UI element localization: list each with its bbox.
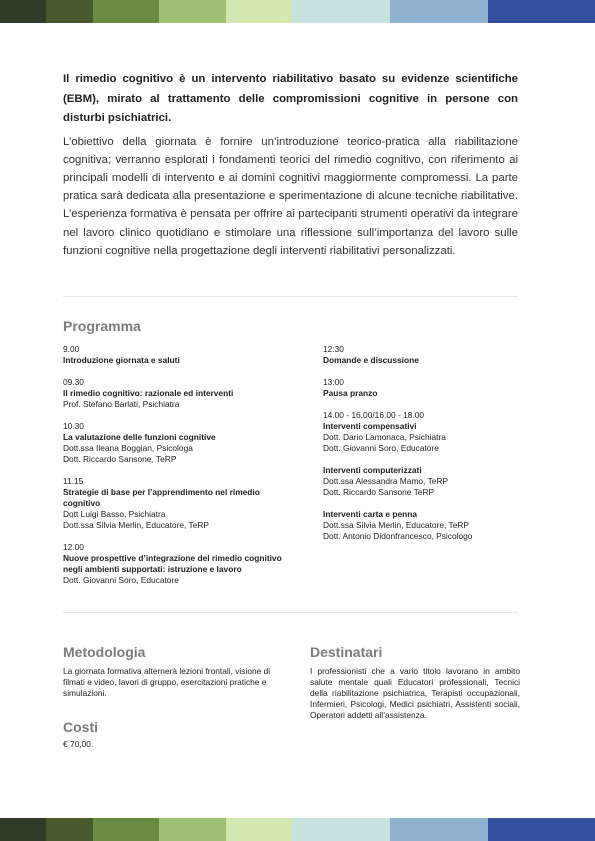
programma-title: Programma xyxy=(63,318,141,334)
divider xyxy=(63,612,518,613)
schedule-item xyxy=(323,509,523,542)
schedule-title: Pausa pranzo xyxy=(323,388,378,398)
programma-left-column xyxy=(63,344,303,597)
schedule-item xyxy=(323,465,523,498)
stripe-segment xyxy=(0,0,46,23)
schedule-time: 13:00 xyxy=(323,377,344,387)
stripe-segment xyxy=(488,0,595,23)
schedule-title: Interventi carta e penna xyxy=(323,509,418,519)
schedule-item xyxy=(63,542,303,586)
schedule-time: 09.30 xyxy=(63,377,84,387)
schedule-item xyxy=(63,344,303,366)
schedule-title: La valutazione delle funzioni cognitive xyxy=(63,432,216,442)
stripe-segment xyxy=(46,0,93,23)
top-color-stripe xyxy=(0,0,595,23)
schedule-item xyxy=(63,377,303,410)
schedule-title: Interventi compensativi xyxy=(323,421,417,431)
destinatari-title: Destinatari xyxy=(310,644,383,660)
stripe-segment xyxy=(226,0,292,23)
speaker: Dott. Giovanni Soro, Educatore xyxy=(63,575,179,585)
divider xyxy=(63,296,518,297)
schedule-title: Introduzione giornata e saluti xyxy=(63,355,180,365)
metodologia-title: Metodologia xyxy=(63,644,146,660)
metodologia-text: La giornata formativa alternerà lezioni frontali, visione di filmati e video, lavori di gruppo, esercitazioni pratiche e simulazioni. xyxy=(63,666,271,698)
schedule-title: Strategie di base per l’apprendimento nel rimedio cognitivo xyxy=(63,487,260,508)
schedule-title: Domande e discussione xyxy=(323,355,419,365)
bottom-color-stripe xyxy=(0,818,595,841)
speaker: Dott.ssa Alessandra Mamo, TeRP xyxy=(323,476,449,486)
stripe-segment xyxy=(292,818,390,841)
speaker: Dott.ssa Ileana Boggian, Psicologa xyxy=(63,443,193,453)
destinatari-text: I professionisti che a vario titolo lavorano in ambito salute mentale quali Educatori professionali, Tecnici della riabilitazione psichiatrica, Terapisti occupazionali, Infermieri, Psicologi, Medici psichiatri, Assistenti sociali, Operatori addetti all’assistenza. xyxy=(310,666,520,720)
speaker: Dott. Antonio Didonfrancesco, Psicologo xyxy=(323,531,473,541)
speaker: Dott.ssa Silvia Merlin, Educatore, TeRP xyxy=(63,520,210,530)
stripe-segment xyxy=(159,0,226,23)
speaker: Dott. Riccardo Sansone, TeRP xyxy=(63,454,177,464)
speaker: Dott Luigi Basso, Psichiatra xyxy=(63,509,166,519)
stripe-segment xyxy=(93,818,159,841)
stripe-segment xyxy=(0,818,46,841)
speaker: Dott. Dario Lamonaca, Psichiatra xyxy=(323,432,446,442)
schedule-item xyxy=(63,421,303,465)
schedule-title: Nuove prospettive d’integrazione del rimedio cognitivo negli ambienti supportati: istruzione e lavoro xyxy=(63,553,282,574)
schedule-item xyxy=(323,410,523,454)
stripe-segment xyxy=(292,0,390,23)
stripe-segment xyxy=(93,0,159,23)
schedule-time: 9.00 xyxy=(63,344,80,354)
stripe-segment xyxy=(390,0,488,23)
intro-body: L’obiettivo della giornata è fornire un’introduzione teorico-pratica alla riabilitazione cognitiva; verranno esplorati i fondamenti teorici del rimedio cognitivo, con riferimento ai principali modelli di intervento e ai domini cognitivi maggiormente compromessi. La parte pratica sarà dedicata alla presentazione e sperimentazione di alcune tecniche riabilitative. L’esperienza formativa è pensata per offrire ai partecipanti strumenti operativi da integrare nel lavoro clinico quotidiano e stimolare una riflessione sull’importanza del lavoro sulle funzioni cognitive nella progettazione degli interventi riabilitativi personalizzati. xyxy=(63,135,518,257)
stripe-segment xyxy=(46,818,93,841)
programma-right-column xyxy=(323,344,523,553)
schedule-time: 10.30 xyxy=(63,421,84,431)
schedule-item xyxy=(323,377,523,399)
schedule-title: Interventi computerizzati xyxy=(323,465,422,475)
schedule-item xyxy=(323,344,523,366)
speaker: Dott. Riccardo Sansone TeRP xyxy=(323,487,435,497)
stripe-segment xyxy=(226,818,292,841)
schedule-time: 14.00 - 16.00/16.00 - 18.00 xyxy=(323,410,425,420)
schedule-time: 12:30 xyxy=(323,344,344,354)
schedule-time: 12.00 xyxy=(63,542,84,552)
intro-section xyxy=(63,70,518,260)
schedule-time: 11.15 xyxy=(63,476,84,486)
schedule-title: Il rimedio cognitivo: razionale ed interventi xyxy=(63,388,234,398)
speaker: Dott. Giovanni Soro, Educatore xyxy=(323,443,439,453)
costi-price: € 70,00. xyxy=(63,739,94,749)
costi-title: Costi xyxy=(63,719,98,735)
intro-lead: Il rimedio cognitivo è un intervento riabilitativo basato su evidenze scientifiche (EBM), mirato al trattamento delle compromissioni cognitive in persone con disturbi psichiatrici. xyxy=(63,73,518,124)
stripe-segment xyxy=(488,818,595,841)
speaker: Dott.ssa Silvia Merlin, Educatore, TeRP xyxy=(323,520,470,530)
stripe-segment xyxy=(390,818,488,841)
schedule-item xyxy=(63,476,303,531)
speaker: Prof. Stefano Barlati, Psichiatra xyxy=(63,399,180,409)
stripe-segment xyxy=(159,818,226,841)
